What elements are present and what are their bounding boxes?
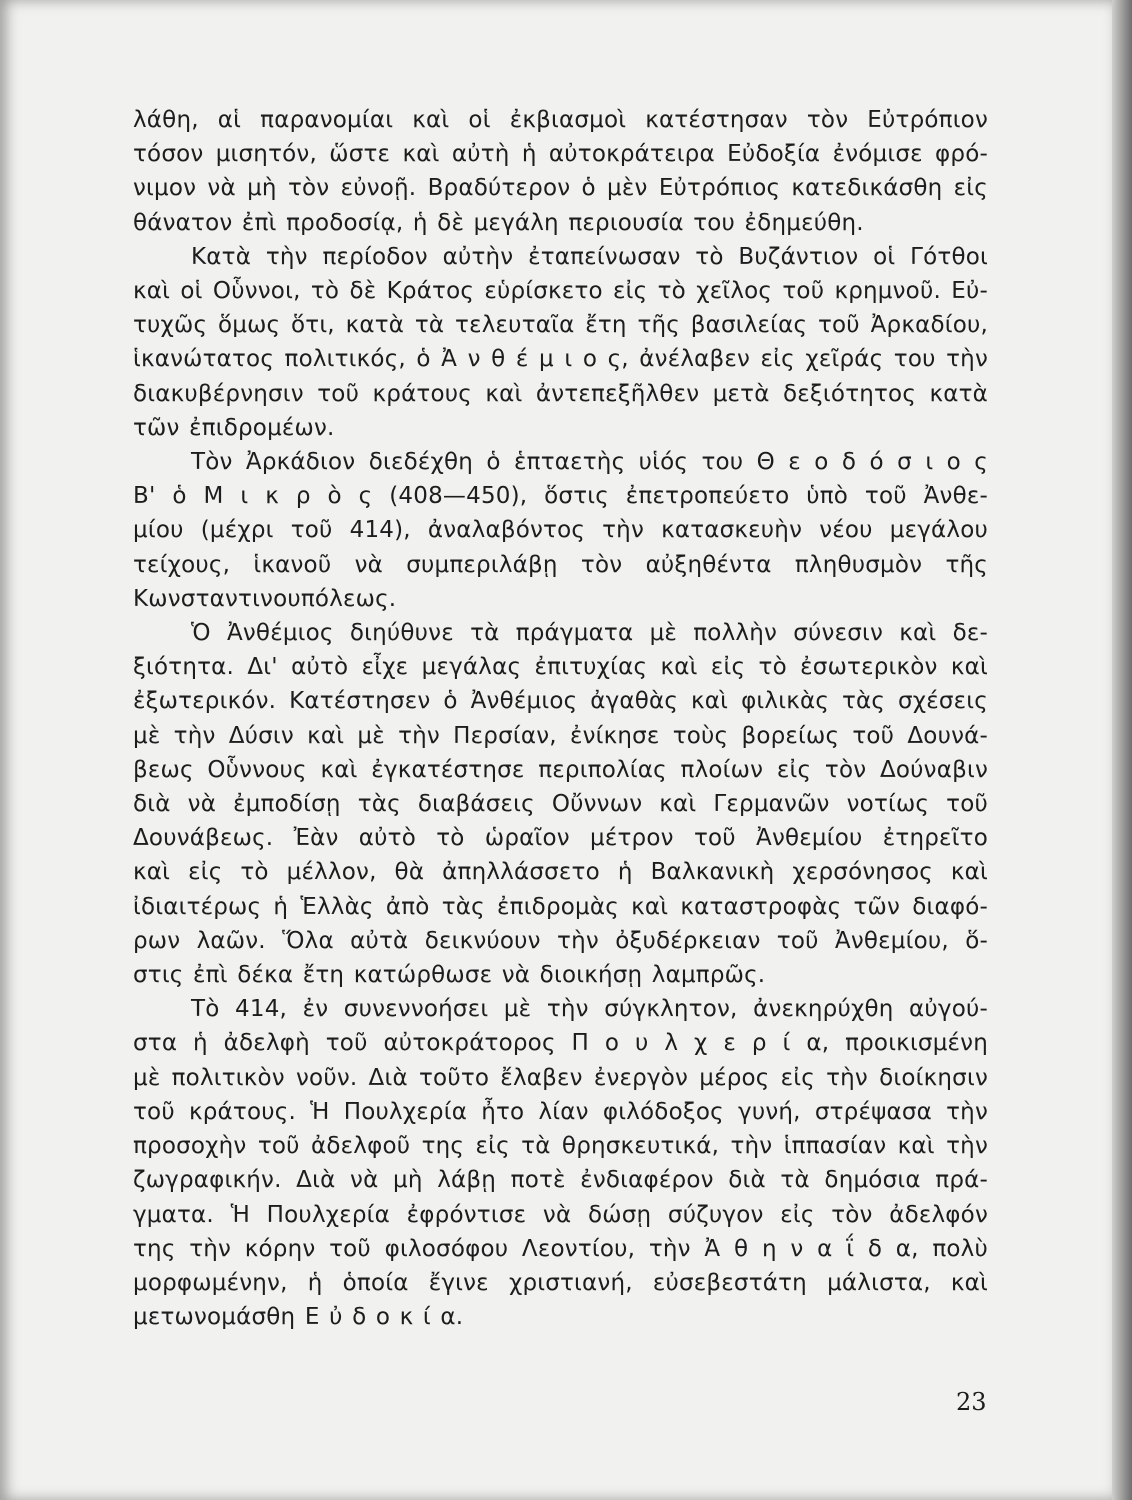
text-line: προσοχὴν τοῦ ἀδελφοῦ της εἰς τὰ θρησκευτικά, τὴν ἱππασίαν καὶ τὴν — [133, 1133, 988, 1160]
text-line: λάθη, αἱ παρανομίαι καὶ οἱ ἐκβιασμοὶ κατέστησαν τὸν Εὐτρόπιον — [133, 107, 988, 133]
text-line: Κατὰ τὴν περίοδον αὐτὴν ἐταπείνωσαν τὸ Βυζάντιον οἱ Γότθοι — [191, 243, 988, 270]
text-line: νιμον νὰ μὴ τὸν εὐνοῇ. Βραδύτερον ὁ μὲν Εὐτρόπιος κατεδικάσθη εἰς — [133, 175, 988, 202]
text-line: βεως Οὗννους καὶ ἐγκατέστησε περιπολίας πλοίων εἰς τὸν Δούναβιν — [133, 756, 988, 783]
text-line: τυχῶς ὅμως ὅτι, κατὰ τὰ τελευταῖα ἔτη τῆς βασιλείας τοῦ Ἀρκαδίου, — [133, 312, 988, 339]
text-line: Ὁ Ἀνθέμιος διηύθυνε τὰ πράγματα μὲ πολλὴν σύνεσιν καὶ δε- — [191, 620, 988, 647]
text-line: ἐξωτερικόν. Κατέστησεν ὁ Ἀνθέμιος ἀγαθὰς καὶ φιλικὰς τὰς σχέσεις — [133, 688, 988, 715]
page-edge-shadow — [1112, 0, 1132, 1500]
text-line: τοῦ κράτους. Ἡ Πουλχερία ἦτο λίαν φιλόδοξος γυνή, στρέψασα τὴν — [133, 1098, 988, 1125]
text-line: τείχους, ἱκανοῦ νὰ συμπεριλάβῃ τὸν αὐξηθέντα πληθυσμὸν τῆς — [133, 551, 988, 578]
text-line: καὶ οἱ Οὗννοι, τὸ δὲ Κράτος εὑρίσκετο εἰς τὸ χεῖλος τοῦ κρημνοῦ. Εὐ- — [133, 278, 988, 305]
text-line: Β' ὁ Μ ι κ ρ ὸ ς (408—450), ὅστις ἐπετροπεύετο ὑπὸ τοῦ Ἀνθε- — [133, 483, 988, 510]
text-line: της τὴν κόρην τοῦ φιλοσόφου Λεοντίου, τὴν Ἀ θ η ν α ΐ δ α, πολὺ — [133, 1235, 988, 1262]
text-line: μὲ πολιτικὸν νοῦν. Διὰ τοῦτο ἔλαβεν ἐνεργὸν μέρος εἰς τὴν διοίκησιν — [133, 1064, 988, 1091]
text-line: μορφωμένην, ἡ ὁποία ἔγινε χριστιανή, εὐσεβεστάτη μάλιστα, καὶ — [133, 1269, 988, 1296]
text-line: Τὸν Ἀρκάδιον διεδέχθη ὁ ἑπταετὴς υἱός του Θ ε ο δ ό σ ι ο ς — [191, 449, 988, 476]
page-number: 23 — [956, 1388, 987, 1416]
text-line: θάνατον ἐπὶ προδοσίᾳ, ἡ δὲ μεγάλη περιουσία του ἐδημεύθη. — [133, 209, 864, 236]
text-line: μίου (μέχρι τοῦ 414), ἀναλαβόντος τὴν κατασκευὴν νέου μεγάλου — [133, 517, 988, 544]
text-line: ξιότητα. Δι' αὐτὸ εἶχε μεγάλας ἐπιτυχίας καὶ εἰς τὸ ἐσωτερικὸν καὶ — [133, 654, 988, 681]
text-line: τῶν ἐπιδρομέων. — [133, 414, 335, 441]
text-line: Δουνάβεως. Ἐὰν αὐτὸ τὸ ὡραῖον μέτρον τοῦ Ἀνθεμίου ἐτηρεῖτο — [133, 825, 988, 852]
text-line: Τὸ 414, ἐν συνεννοήσει μὲ τὴν σύγκλητον, ἀνεκηρύχθη αὐγού- — [191, 996, 988, 1023]
text-line: στα ἡ ἀδελφὴ τοῦ αὐτοκράτορος Π ο υ λ χ ε ρ ί α, προικισμένη — [133, 1030, 988, 1057]
text-line: διὰ νὰ ἐμποδίσῃ τὰς διαβάσεις Οὔννων καὶ Γερμανῶν νοτίως τοῦ — [133, 791, 988, 818]
text-line: ἱκανώτατος πολιτικός, ὁ Ἀ ν θ έ μ ι ο ς, ἀνέλαβεν εἰς χεῖράς του τὴν — [133, 346, 988, 373]
text-line: γματα. Ἡ Πουλχερία ἐφρόντισε νὰ δώσῃ σύζυγον εἰς τὸν ἀδελφόν — [133, 1201, 988, 1228]
text-line: καὶ εἰς τὸ μέλλον, θὰ ἀπηλλάσσετο ἡ Βαλκανικὴ χερσόνησος καὶ — [133, 859, 988, 886]
body-text — [133, 103, 988, 1334]
text-line: ζωγραφικήν. Διὰ νὰ μὴ λάβῃ ποτὲ ἐνδιαφέρον διὰ τὰ δημόσια πρά- — [133, 1167, 988, 1194]
text-line: διακυβέρνησιν τοῦ κράτους καὶ ἀντεπεξῆλθεν μετὰ δεξιότητος κατὰ — [133, 380, 988, 407]
text-line: μετωνομάσθη Ε ὐ δ ο κ ί α. — [133, 1304, 464, 1331]
text-line: ἰδιαιτέρως ἡ Ἑλλὰς ἀπὸ τὰς ἐπιδρομὰς καὶ καταστροφὰς τῶν διαφό- — [133, 893, 988, 920]
text-line: Κωνσταντινουπόλεως. — [133, 585, 397, 612]
text-line: στις ἐπὶ δέκα ἔτη κατώρθωσε νὰ διοικήσῃ λαμπρῶς. — [133, 962, 766, 989]
text-line: ρων λαῶν. Ὅλα αὐτὰ δεικνύουν τὴν ὀξυδέρκειαν τοῦ Ἀνθεμίου, ὅ- — [133, 927, 988, 954]
text-line: τόσον μισητόν, ὥστε καὶ αὐτὴ ἡ αὐτοκράτειρα Εὐδοξία ἐνόμισε φρό- — [133, 141, 988, 168]
text-line: μὲ τὴν Δύσιν καὶ μὲ τὴν Περσίαν, ἐνίκησε τοὺς βορείως τοῦ Δουνά- — [133, 722, 988, 749]
